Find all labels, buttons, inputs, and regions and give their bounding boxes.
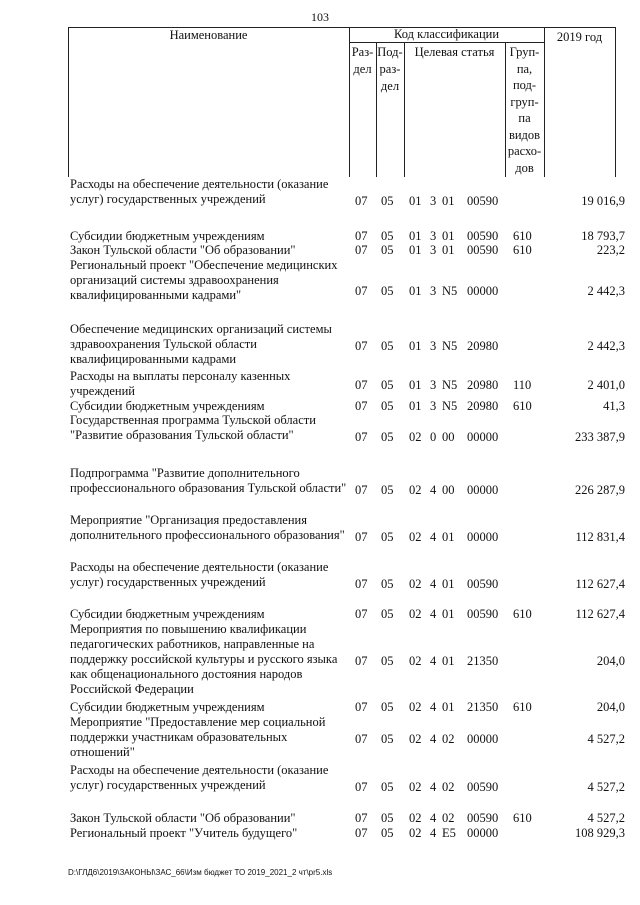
table-body (0, 177, 640, 841)
direction-code: 00000 (467, 483, 499, 497)
event-code: N5 (442, 339, 458, 353)
section-code: 07 (355, 530, 368, 544)
event-code: 01 (442, 654, 455, 668)
expense-type-code: 610 (513, 607, 532, 621)
program-code: 02 (409, 811, 422, 825)
expense-type-code: 610 (513, 399, 532, 413)
expense-type-code: 610 (513, 811, 532, 825)
event-code: 02 (442, 732, 455, 746)
section-code: 07 (355, 826, 368, 840)
header-vid: Груп- па, под- груп- па видов расхо- дов (507, 45, 542, 175)
row-name: Субсидии бюджетным учреждениям (70, 700, 265, 714)
direction-code: 00000 (467, 732, 499, 746)
subprogram-code: 4 (430, 811, 437, 825)
direction-code: 20980 (467, 399, 499, 413)
amount-2019: 4 527,2 (587, 732, 625, 746)
subsection-code: 05 (381, 378, 394, 392)
subsection-code: 05 (381, 284, 394, 298)
expense-type-code: 110 (513, 378, 532, 392)
amount-2019: 112 627,4 (575, 577, 625, 591)
subsection-code: 05 (381, 243, 394, 257)
row-name: Мероприятие "Организация предоставления дополнительного профессионального образования" (70, 513, 345, 542)
program-code: 01 (409, 284, 422, 298)
row-name: Расходы на выплаты персоналу казенных учреждений (70, 369, 291, 398)
amount-2019: 2 401,0 (587, 378, 625, 392)
subsection-code: 05 (381, 229, 394, 243)
direction-code: 21350 (467, 700, 499, 714)
event-code: N5 (442, 378, 458, 392)
subprogram-code: 4 (430, 607, 437, 621)
section-code: 07 (355, 430, 368, 444)
event-code: N5 (442, 284, 458, 298)
amount-2019: 223,2 (596, 243, 625, 257)
row-name: Субсидии бюджетным учреждениям (70, 399, 265, 413)
section-code: 07 (355, 483, 368, 497)
table-row (0, 826, 640, 841)
subsection-code: 05 (381, 194, 394, 208)
amount-2019: 2 442,3 (587, 339, 625, 353)
program-code: 02 (409, 826, 422, 840)
subprogram-code: 3 (430, 378, 437, 392)
subprogram-code: 4 (430, 700, 437, 714)
table-row (0, 243, 640, 258)
event-code: 01 (442, 243, 455, 257)
event-code: 02 (442, 780, 455, 794)
row-name: Государственная программа Тульской области "Развитие образования Тульской области" (70, 413, 316, 442)
section-code: 07 (355, 284, 368, 298)
program-code: 02 (409, 577, 422, 591)
table-row (0, 513, 640, 560)
amount-2019: 204,0 (596, 654, 625, 668)
amount-2019: 112 831,4 (575, 530, 625, 544)
program-code: 02 (409, 607, 422, 621)
row-name: Подпрограмма "Развитие дополнительного профессионального образования Тульской области" (70, 466, 347, 495)
table-row (0, 763, 640, 811)
amount-2019: 108 929,3 (575, 826, 625, 840)
row-name: Мероприятия по повышению квалификации педагогических работников, направленные на поддержку российской культуры и русского языка как общенационального достояния народов Российской Федерации (70, 622, 338, 696)
subprogram-code: 3 (430, 284, 437, 298)
subprogram-code: 4 (430, 826, 437, 840)
program-code: 02 (409, 654, 422, 668)
expense-type-code: 610 (513, 700, 532, 714)
header-code-group: Код классификации (393, 27, 500, 41)
subsection-code: 05 (381, 577, 394, 591)
table-row (0, 700, 640, 715)
row-name: Расходы на обеспечение деятельности (оказание услуг) государственных учреждений (70, 560, 329, 589)
section-code: 07 (355, 654, 368, 668)
program-code: 01 (409, 378, 422, 392)
row-name: Региональный проект "Учитель будущего" (70, 826, 298, 840)
section-code: 07 (355, 577, 368, 591)
table-row (0, 466, 640, 513)
direction-code: 20980 (467, 378, 499, 392)
subprogram-code: 3 (430, 229, 437, 243)
event-code: 01 (442, 229, 455, 243)
subsection-code: 05 (381, 780, 394, 794)
amount-2019: 41,3 (603, 399, 625, 413)
direction-code: 00590 (467, 229, 499, 243)
direction-code: 00000 (467, 284, 499, 298)
event-code: 01 (442, 577, 455, 591)
program-code: 02 (409, 530, 422, 544)
event-code: 02 (442, 811, 455, 825)
table-row (0, 607, 640, 622)
expense-type-code: 610 (513, 229, 532, 243)
table-row (0, 811, 640, 826)
program-code: 01 (409, 399, 422, 413)
program-code: 02 (409, 483, 422, 497)
subsection-code: 05 (381, 530, 394, 544)
program-code: 02 (409, 430, 422, 444)
amount-2019: 2 442,3 (587, 284, 625, 298)
event-code: 01 (442, 700, 455, 714)
event-code: 01 (442, 194, 455, 208)
row-name: Региональный проект "Обеспечение медицинских организаций системы здравоохранения квалифицированными кадрами" (70, 258, 338, 302)
event-code: 01 (442, 530, 455, 544)
table-row (0, 322, 640, 369)
table-row (0, 560, 640, 607)
section-code: 07 (355, 243, 368, 257)
subprogram-code: 4 (430, 530, 437, 544)
header-razdel: Раз- дел (351, 45, 374, 76)
program-code: 01 (409, 229, 422, 243)
amount-2019: 18 793,7 (581, 229, 625, 243)
row-name: Расходы на обеспечение деятельности (оказание услуг) государственных учреждений (70, 177, 329, 206)
row-name: Субсидии бюджетным учреждениям (70, 607, 265, 621)
subprogram-code: 3 (430, 339, 437, 353)
amount-2019: 4 527,2 (587, 780, 625, 794)
program-code: 02 (409, 700, 422, 714)
program-code: 02 (409, 780, 422, 794)
row-name: Обеспечение медицинских организаций системы здравоохранения Тульской области квалифицированными кадрами (70, 322, 332, 366)
page-number: 103 (311, 10, 329, 24)
amount-2019: 226 287,9 (575, 483, 625, 497)
table-row (0, 229, 640, 243)
subsection-code: 05 (381, 826, 394, 840)
amount-2019: 4 527,2 (587, 811, 625, 825)
subsection-code: 05 (381, 607, 394, 621)
direction-code: 00590 (467, 243, 499, 257)
direction-code: 21350 (467, 654, 499, 668)
program-code: 01 (409, 243, 422, 257)
program-code: 01 (409, 339, 422, 353)
event-code: E5 (442, 826, 456, 840)
row-name: Субсидии бюджетным учреждениям (70, 229, 265, 243)
section-code: 07 (355, 399, 368, 413)
section-code: 07 (355, 811, 368, 825)
subsection-code: 05 (381, 483, 394, 497)
subprogram-code: 0 (430, 430, 437, 444)
event-code: 00 (442, 483, 455, 497)
section-code: 07 (355, 732, 368, 746)
event-code: 00 (442, 430, 455, 444)
header-year: 2019 год (556, 30, 603, 44)
subsection-code: 05 (381, 732, 394, 746)
subsection-code: 05 (381, 654, 394, 668)
row-name: Закон Тульской области "Об образовании" (70, 243, 296, 257)
table-row (0, 413, 640, 466)
section-code: 07 (355, 378, 368, 392)
event-code: 01 (442, 607, 455, 621)
section-code: 07 (355, 229, 368, 243)
program-code: 01 (409, 194, 422, 208)
row-name: Закон Тульской области "Об образовании" (70, 811, 296, 825)
header-target: Целевая статья (414, 45, 495, 59)
direction-code: 00000 (467, 530, 499, 544)
program-code: 02 (409, 732, 422, 746)
section-code: 07 (355, 194, 368, 208)
table-row (0, 258, 640, 322)
direction-code: 00590 (467, 607, 499, 621)
table-row (0, 622, 640, 700)
expense-type-code: 610 (513, 243, 532, 257)
subprogram-code: 4 (430, 732, 437, 746)
row-name: Расходы на обеспечение деятельности (оказание услуг) государственных учреждений (70, 763, 329, 792)
amount-2019: 19 016,9 (581, 194, 625, 208)
subsection-code: 05 (381, 700, 394, 714)
header-podrazdel: Под- раз- дел (377, 45, 403, 93)
direction-code: 00000 (467, 826, 499, 840)
file-path-footer: D:\ГЛД6\2019\ЗАКОНЫ\ЗАС_66\Изм бюджет ТО 2019_2021_2 чт\pr5.xls (68, 868, 333, 877)
subsection-code: 05 (381, 399, 394, 413)
section-code: 07 (355, 780, 368, 794)
direction-code: 20980 (467, 339, 499, 353)
subprogram-code: 4 (430, 577, 437, 591)
table-row (0, 369, 640, 399)
row-name: Мероприятие "Предоставление мер социальной поддержки участникам образовательных отношений" (70, 715, 326, 759)
table-row (0, 715, 640, 763)
subprogram-code: 3 (430, 399, 437, 413)
direction-code: 00590 (467, 780, 499, 794)
section-code: 07 (355, 607, 368, 621)
subsection-code: 05 (381, 339, 394, 353)
direction-code: 00000 (467, 430, 499, 444)
header-name: Наименование (169, 28, 248, 42)
subprogram-code: 3 (430, 194, 437, 208)
subsection-code: 05 (381, 811, 394, 825)
subprogram-code: 4 (430, 654, 437, 668)
subsection-code: 05 (381, 430, 394, 444)
amount-2019: 233 387,9 (575, 430, 625, 444)
direction-code: 00590 (467, 811, 499, 825)
event-code: N5 (442, 399, 458, 413)
table-row (0, 399, 640, 413)
section-code: 07 (355, 700, 368, 714)
amount-2019: 204,0 (596, 700, 625, 714)
direction-code: 00590 (467, 194, 499, 208)
section-code: 07 (355, 339, 368, 353)
subprogram-code: 4 (430, 483, 437, 497)
subprogram-code: 4 (430, 780, 437, 794)
subprogram-code: 3 (430, 243, 437, 257)
table-header (0, 27, 640, 177)
table-row (0, 177, 640, 229)
direction-code: 00590 (467, 577, 499, 591)
amount-2019: 112 627,4 (575, 607, 625, 621)
